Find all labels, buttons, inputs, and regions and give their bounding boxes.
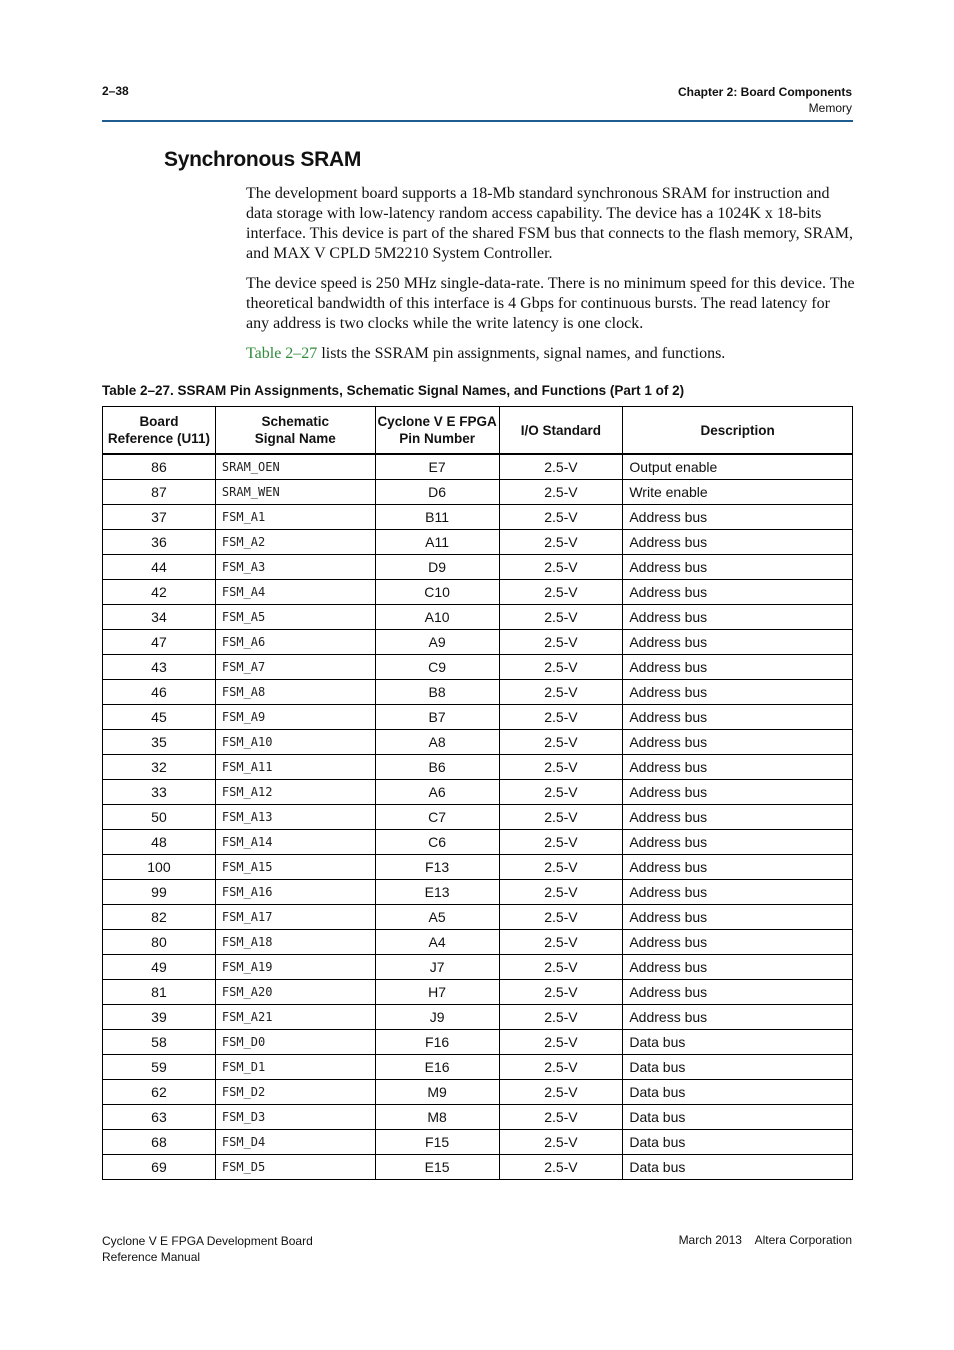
table-row	[103, 505, 853, 530]
cell-pin-number: B6	[375, 755, 499, 780]
cell-pin-number: E16	[375, 1055, 499, 1080]
cell-description: Write enable	[623, 480, 853, 505]
cell-board-reference: 36	[103, 530, 216, 555]
cell-description: Data bus	[623, 1080, 853, 1105]
cell-signal-name: FSM_A4	[215, 580, 375, 605]
cell-io-standard: 2.5-V	[499, 755, 623, 780]
cell-description: Address bus	[623, 580, 853, 605]
cell-description: Address bus	[623, 730, 853, 755]
cell-pin-number: D9	[375, 555, 499, 580]
cell-pin-number: M9	[375, 1080, 499, 1105]
column-header-description: Description	[623, 407, 853, 455]
column-header-signal-name: Schematic Signal Name	[215, 407, 375, 455]
cell-pin-number: B7	[375, 705, 499, 730]
table-row	[103, 530, 853, 555]
cell-board-reference: 50	[103, 805, 216, 830]
table-body	[103, 454, 853, 1180]
cell-signal-name: FSM_A3	[215, 555, 375, 580]
cell-board-reference: 87	[103, 480, 216, 505]
cell-signal-name: FSM_A2	[215, 530, 375, 555]
cell-signal-name: FSM_A7	[215, 655, 375, 680]
table-row	[103, 1055, 853, 1080]
cell-pin-number: C7	[375, 805, 499, 830]
header-divider	[102, 120, 853, 122]
cell-io-standard: 2.5-V	[499, 580, 623, 605]
cell-pin-number: J9	[375, 1005, 499, 1030]
cell-signal-name: FSM_A9	[215, 705, 375, 730]
table-row	[103, 555, 853, 580]
cell-board-reference: 82	[103, 905, 216, 930]
page-number: 2–38	[102, 84, 129, 98]
cell-board-reference: 58	[103, 1030, 216, 1055]
cell-signal-name: FSM_A18	[215, 930, 375, 955]
table-header-row	[103, 407, 853, 455]
table-cross-reference-link[interactable]: Table 2–27	[246, 345, 318, 362]
cell-io-standard: 2.5-V	[499, 905, 623, 930]
cell-pin-number: B11	[375, 505, 499, 530]
cell-pin-number: C6	[375, 830, 499, 855]
cell-signal-name: SRAM_OEN	[215, 454, 375, 480]
cell-board-reference: 44	[103, 555, 216, 580]
cell-board-reference: 42	[103, 580, 216, 605]
cell-board-reference: 43	[103, 655, 216, 680]
cell-board-reference: 48	[103, 830, 216, 855]
cell-pin-number: M8	[375, 1105, 499, 1130]
cell-description: Address bus	[623, 705, 853, 730]
cell-description: Address bus	[623, 655, 853, 680]
cell-pin-number: A9	[375, 630, 499, 655]
cell-board-reference: 34	[103, 605, 216, 630]
table-row	[103, 680, 853, 705]
cell-signal-name: FSM_A10	[215, 730, 375, 755]
cell-io-standard: 2.5-V	[499, 880, 623, 905]
cell-pin-number: J7	[375, 955, 499, 980]
cell-pin-number: A11	[375, 530, 499, 555]
cell-board-reference: 45	[103, 705, 216, 730]
table-row	[103, 980, 853, 1005]
cell-description: Address bus	[623, 905, 853, 930]
table-row	[103, 480, 853, 505]
table-row	[103, 855, 853, 880]
cell-board-reference: 86	[103, 454, 216, 480]
cell-board-reference: 46	[103, 680, 216, 705]
cell-pin-number: A8	[375, 730, 499, 755]
cell-signal-name: FSM_A8	[215, 680, 375, 705]
cell-pin-number: H7	[375, 980, 499, 1005]
cell-description: Address bus	[623, 805, 853, 830]
cell-io-standard: 2.5-V	[499, 980, 623, 1005]
cell-description: Data bus	[623, 1055, 853, 1080]
cell-signal-name: FSM_A6	[215, 630, 375, 655]
cell-io-standard: 2.5-V	[499, 555, 623, 580]
cell-description: Address bus	[623, 955, 853, 980]
cell-board-reference: 33	[103, 780, 216, 805]
table-row	[103, 580, 853, 605]
cell-pin-number: F13	[375, 855, 499, 880]
table-row	[103, 655, 853, 680]
cell-io-standard: 2.5-V	[499, 454, 623, 480]
cell-description: Address bus	[623, 830, 853, 855]
cell-pin-number: A10	[375, 605, 499, 630]
cell-io-standard: 2.5-V	[499, 730, 623, 755]
table-row	[103, 454, 853, 480]
cell-board-reference: 37	[103, 505, 216, 530]
table-row	[103, 730, 853, 755]
cell-board-reference: 99	[103, 880, 216, 905]
cell-io-standard: 2.5-V	[499, 480, 623, 505]
cell-description: Data bus	[623, 1030, 853, 1055]
table-row	[103, 905, 853, 930]
cell-io-standard: 2.5-V	[499, 930, 623, 955]
cell-description: Address bus	[623, 980, 853, 1005]
cell-signal-name: FSM_A14	[215, 830, 375, 855]
table-row	[103, 1105, 853, 1130]
table-row	[103, 805, 853, 830]
cell-signal-name: SRAM_WEN	[215, 480, 375, 505]
cell-io-standard: 2.5-V	[499, 530, 623, 555]
cell-board-reference: 49	[103, 955, 216, 980]
cell-signal-name: FSM_A17	[215, 905, 375, 930]
cell-pin-number: C10	[375, 580, 499, 605]
cell-signal-name: FSM_A15	[215, 855, 375, 880]
cell-signal-name: FSM_A5	[215, 605, 375, 630]
cell-io-standard: 2.5-V	[499, 830, 623, 855]
cell-pin-number: A6	[375, 780, 499, 805]
cell-io-standard: 2.5-V	[499, 1080, 623, 1105]
cell-signal-name: FSM_A19	[215, 955, 375, 980]
running-header	[678, 84, 852, 116]
cell-pin-number: F16	[375, 1030, 499, 1055]
cell-pin-number: E15	[375, 1155, 499, 1180]
paragraph-text: lists the SSRAM pin assignments, signal names, and functions.	[317, 345, 726, 362]
cell-signal-name: FSM_D1	[215, 1055, 375, 1080]
cell-signal-name: FSM_A16	[215, 880, 375, 905]
column-header-io-standard: I/O Standard	[499, 407, 623, 455]
cell-io-standard: 2.5-V	[499, 505, 623, 530]
cell-description: Output enable	[623, 454, 853, 480]
cell-description: Address bus	[623, 630, 853, 655]
cell-signal-name: FSM_D0	[215, 1030, 375, 1055]
cell-board-reference: 35	[103, 730, 216, 755]
section-heading: Synchronous SRAM	[164, 148, 362, 171]
cell-pin-number: E13	[375, 880, 499, 905]
cell-board-reference: 69	[103, 1155, 216, 1180]
cell-description: Address bus	[623, 1005, 853, 1030]
table-row	[103, 1155, 853, 1180]
body-paragraph: The development board supports a 18-Mb standard synchronous SRAM for instruction and data storage with low-latency random access capability. The device has a 1024K x 18-bits interface. This device is part of the shared FSM bus that connects to the flash memory, SRAM, and MAX V CPLD 5M2210 System Controller.	[246, 185, 853, 262]
table-row	[103, 880, 853, 905]
cell-board-reference: 47	[103, 630, 216, 655]
cell-io-standard: 2.5-V	[499, 605, 623, 630]
cell-signal-name: FSM_A12	[215, 780, 375, 805]
table-row	[103, 1005, 853, 1030]
cell-description: Address bus	[623, 605, 853, 630]
cell-pin-number: F15	[375, 1130, 499, 1155]
cell-board-reference: 59	[103, 1055, 216, 1080]
column-header-pin-number: Cyclone V E FPGA Pin Number	[375, 407, 499, 455]
table-row	[103, 630, 853, 655]
cell-description: Data bus	[623, 1155, 853, 1180]
cell-board-reference: 81	[103, 980, 216, 1005]
cell-description: Address bus	[623, 755, 853, 780]
section-name: Memory	[808, 101, 852, 115]
cell-board-reference: 100	[103, 855, 216, 880]
table-row	[103, 955, 853, 980]
cell-io-standard: 2.5-V	[499, 655, 623, 680]
cell-pin-number: E7	[375, 454, 499, 480]
table-row	[103, 780, 853, 805]
cell-pin-number: D6	[375, 480, 499, 505]
table-row	[103, 830, 853, 855]
cell-board-reference: 68	[103, 1130, 216, 1155]
cell-description: Address bus	[623, 680, 853, 705]
table-caption: Table 2–27. SSRAM Pin Assignments, Schematic Signal Names, and Functions (Part 1 of 2)	[102, 383, 685, 398]
table-row	[103, 1080, 853, 1105]
cell-signal-name: FSM_D2	[215, 1080, 375, 1105]
cell-board-reference: 39	[103, 1005, 216, 1030]
table-row	[103, 705, 853, 730]
table-row	[103, 605, 853, 630]
cell-io-standard: 2.5-V	[499, 780, 623, 805]
cell-description: Address bus	[623, 780, 853, 805]
cell-pin-number: A5	[375, 905, 499, 930]
cell-description: Data bus	[623, 1105, 853, 1130]
cell-signal-name: FSM_D5	[215, 1155, 375, 1180]
footer-document-title: Cyclone V E FPGA Development Board Reference Manual	[102, 1234, 313, 1264]
cell-io-standard: 2.5-V	[499, 680, 623, 705]
table-row	[103, 1130, 853, 1155]
cell-description: Address bus	[623, 930, 853, 955]
cell-signal-name: FSM_A11	[215, 755, 375, 780]
cell-io-standard: 2.5-V	[499, 855, 623, 880]
cell-signal-name: FSM_D4	[215, 1130, 375, 1155]
cell-io-standard: 2.5-V	[499, 805, 623, 830]
cell-io-standard: 2.5-V	[499, 1105, 623, 1130]
cell-io-standard: 2.5-V	[499, 1030, 623, 1055]
cell-description: Address bus	[623, 530, 853, 555]
cell-description: Data bus	[623, 1130, 853, 1155]
cell-description: Address bus	[623, 555, 853, 580]
cell-io-standard: 2.5-V	[499, 1130, 623, 1155]
cell-board-reference: 62	[103, 1080, 216, 1105]
footer-date-company: March 2013 Altera Corporation	[678, 1233, 852, 1247]
cell-signal-name: FSM_A21	[215, 1005, 375, 1030]
cell-signal-name: FSM_A1	[215, 505, 375, 530]
cell-io-standard: 2.5-V	[499, 1055, 623, 1080]
body-paragraph	[246, 344, 856, 364]
cell-signal-name: FSM_A20	[215, 980, 375, 1005]
cell-pin-number: A4	[375, 930, 499, 955]
body-paragraph: The device speed is 250 MHz single-data-rate. There is no minimum speed for this device. The theoretical bandwidth of this interface is 4 Gbps for continuous bursts. The read latency for any address is two clocks while the write latency is one clock.	[246, 275, 855, 332]
cell-pin-number: B8	[375, 680, 499, 705]
cell-description: Address bus	[623, 880, 853, 905]
cell-board-reference: 80	[103, 930, 216, 955]
cell-pin-number: C9	[375, 655, 499, 680]
cell-signal-name: FSM_A13	[215, 805, 375, 830]
cell-signal-name: FSM_D3	[215, 1105, 375, 1130]
cell-description: Address bus	[623, 855, 853, 880]
cell-io-standard: 2.5-V	[499, 955, 623, 980]
column-header-board-reference: Board Reference (U11)	[103, 407, 216, 455]
cell-description: Address bus	[623, 505, 853, 530]
cell-io-standard: 2.5-V	[499, 705, 623, 730]
cell-io-standard: 2.5-V	[499, 1005, 623, 1030]
cell-io-standard: 2.5-V	[499, 630, 623, 655]
pin-assignment-table	[102, 406, 853, 1180]
cell-board-reference: 63	[103, 1105, 216, 1130]
chapter-title: Chapter 2: Board Components	[677, 85, 852, 99]
table-row	[103, 930, 853, 955]
table-row	[103, 755, 853, 780]
cell-io-standard: 2.5-V	[499, 1155, 623, 1180]
table-row	[103, 1030, 853, 1055]
cell-board-reference: 32	[103, 755, 216, 780]
